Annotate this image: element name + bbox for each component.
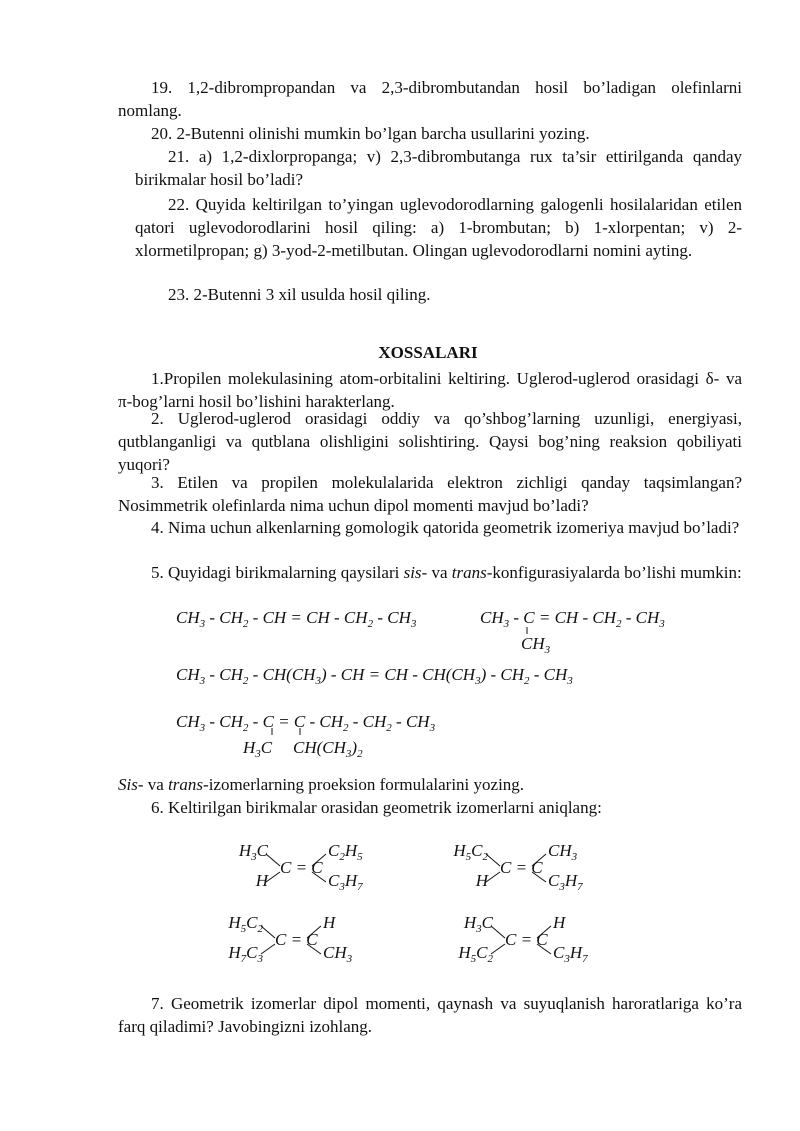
isomer-double-bond: C = C [500, 858, 543, 877]
property-question-2: 2. Uglerod-uglerod orasidagi oddiy va qo’shbog’larning uzunligi, energiyasi, qutblanganligi va qutblana olishligini solishtiring. Qaysi bog’ning reaksion qobiliyati yuqori? [118, 409, 742, 474]
isomer-top-right-group: H [323, 913, 336, 932]
isomer-top-right-group: $CH_3$ [548, 841, 578, 863]
property-question-4: 4. Nima uchun alkenlarning gomologik qatorida geometrik izomeriya mavjud bo’ladi? [151, 518, 740, 537]
isomer-bottom-right-group: $C_3H_7$ [328, 871, 363, 893]
isomer-bottom-left-group: H [255, 871, 268, 890]
property-question-1: 1.Propilen molekulasining atom-orbitalini keltiring. Uglerod-uglerod orasidagi δ- va π-bog’larni hosil bo’lishini harakterlang. [118, 369, 742, 411]
isomer-double-bond: C = C [280, 858, 323, 877]
isomer-bottom-left-group: H [475, 871, 488, 890]
isomer-bottom-right-group: $C_3H_7$ [548, 871, 583, 893]
exercise-21: 21. a) 1,2-dixlorpropanga; v) 2,3-dibrombutanga rux ta’sir ettirilganda qanday birikmalar hosil bo’ladi? [135, 147, 742, 189]
exercise-19: 19. 1,2-dibrompropandan va 2,3-dibrombutandan hosil bo’ladigan olefinlarni nomlang. [118, 78, 742, 120]
formula-methyl-branch: $CH_3$ [521, 634, 551, 656]
isomer-bottom-left-group: $H_5C_2$ [458, 943, 493, 965]
isomer-top-right-group: $C_2H_5$ [328, 841, 363, 863]
property-question-5-continued: Sis- va trans-izomerlarning proeksion formulalarini yozing. [118, 775, 525, 794]
property-question-3: 3. Etilen va propilen molekulalarida elektron zichligi qanday taqsimlangan? Nosimmetrik olefinlarda nima uchun dipol momenti mavjud bo’ladi? [118, 473, 742, 515]
formula-methyl-hexene: $CH_3$ - C = CH - $CH_2 - CH_3$ [480, 608, 665, 630]
formula-substituted-heptene: $CH_3 - CH_2 - C = C - CH_2 - CH_2 - CH_3$ [176, 712, 436, 734]
isomer-top-right-group: H [553, 913, 566, 932]
exercise-23: 23. 2-Butenni 3 xil usulda hosil qiling. [168, 285, 431, 304]
exercise-20: 20. 2-Butenni olinishi mumkin bo’lgan barcha usullarini yozing. [151, 124, 590, 143]
isomer-bottom-right-group: $C_3H_7$ [553, 943, 588, 965]
section-heading: XOSSALARI [378, 343, 478, 362]
isomer-bottom-left-group: $H_7C_3$ [228, 943, 263, 965]
isomer-bottom-right-group: $CH_3$ [323, 943, 353, 965]
formula-branch-isopropyl: $CH(CH_3)_2$ [293, 738, 363, 760]
property-question-7: 7. Geometrik izomerlar dipol momenti, qaynash va suyuqlanish haroratlariga ko’ra farq qiladimi? Javobingizni izohlang. [118, 994, 742, 1036]
formula-branch-methyl: $H_3C$ [243, 738, 273, 760]
isomer-top-left-group: $H_3C$ [238, 841, 268, 863]
formula-hex-3-ene: $CH_3 - CH_2$ - CH = CH - $CH_2 - CH_3$ [176, 608, 417, 630]
isomer-structure-2 [453, 840, 596, 896]
isomer-double-bond: C = C [505, 930, 548, 949]
property-question-5: 5. Quyidagi birikmalarning qaysilari sis- va trans-konfigurasiyalarda bo’lishi mumkin: [151, 563, 742, 582]
isomer-top-left-group: $H_3C$ [463, 913, 493, 935]
isomer-top-left-group: $H_5C_2$ [228, 913, 263, 935]
formula-dimethyl-octene: $CH_3 - CH_2 - CH(CH_3)$ - CH = CH - $CH(CH_3) - CH_2 - CH_3$ [176, 665, 573, 687]
exercise-22: 22. Quyida keltirilgan to’yingan uglevodorodlarning galogenli hosilalaridan etilen qatori uglevodorodlarini hosil qiling: a) 1-brombutan; b) 1-xlorpentan; v) 2-xlormetilpropan; g) 3-yod-2-metilbutan. Olingan uglevodorodlarni nomini ayting. [135, 195, 742, 260]
isomer-structure-3 [228, 912, 371, 968]
isomer-double-bond: C = C [275, 930, 318, 949]
property-question-6: 6. Keltirilgan birikmalar orasidan geometrik izomerlarni aniqlang: [151, 798, 602, 817]
isomer-structure-1 [236, 840, 376, 896]
isomer-top-left-group: $H_5C_2$ [453, 841, 488, 863]
isomer-structure-4 [458, 912, 601, 968]
